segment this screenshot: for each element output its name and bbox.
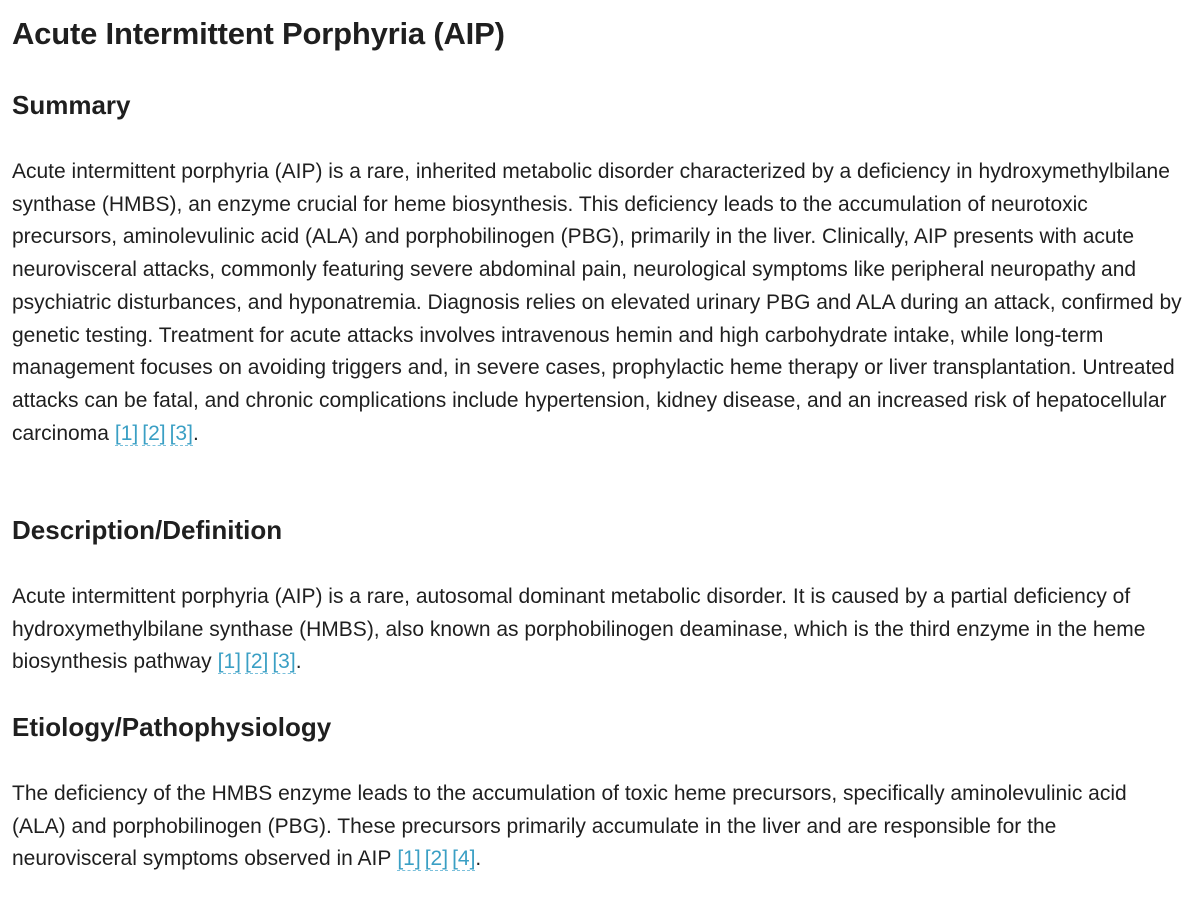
citation-link[interactable]: [4]	[452, 847, 476, 871]
citation-link[interactable]: [2]	[142, 421, 166, 445]
etiology-text: The deficiency of the HMBS enzyme leads to the accumulation of toxic heme precursors, specifically aminolevulinic acid (ALA) and porphobilinogen (PBG). These precursors primarily accumulate in the liver and are responsible for the neurovisceral symptoms observed in AIP	[12, 782, 1127, 871]
summary-text: Acute intermittent porphyria (AIP) is a rare, inherited metabolic disorder characterized by a deficiency in hydroxymethylbilane synthase (HMBS), an enzyme crucial for heme biosynthesis. This deficiency leads to the accumulation of neurotoxic precursors, aminolevulinic acid (ALA) and porphobilinogen (PBG), primarily in the liver. Clinically, AIP presents with acute neurovisceral attacks, commonly featuring severe abdominal pain, neurological symptoms like peripheral neuropathy and psychiatric disturbances, and hyponatremia. Diagnosis relies on elevated urinary PBG and ALA during an attack, confirmed by genetic testing. Treatment for acute attacks involves intravenous hemin and high carbohydrate intake, while long-term management focuses on avoiding triggers and, in severe cases, prophylactic heme therapy or liver transplantation. Untreated attacks can be fatal, and chronic complications include hypertension, kidney disease, and an increased risk of hepatocellular carcinoma	[12, 160, 1182, 445]
citation-link[interactable]: [1]	[397, 847, 421, 871]
etiology-end-punctuation: .	[475, 847, 482, 871]
description-text: Acute intermittent porphyria (AIP) is a rare, autosomal dominant metabolic disorder. It is caused by a partial deficiency of hydroxymethylbilane synthase (HMBS), also known as porphobilinogen deaminase, which is the third enzyme in the heme biosynthesis pathway	[12, 585, 1146, 674]
citation-link[interactable]: [3]	[272, 650, 296, 674]
etiology-heading: Etiology/Pathophysiology	[12, 712, 332, 742]
etiology-paragraph	[12, 778, 1184, 876]
page-title: Acute Intermittent Porphyria (AIP)	[12, 16, 505, 51]
description-paragraph	[12, 581, 1184, 679]
citation-link[interactable]: [2]	[244, 650, 269, 674]
summary-paragraph	[12, 156, 1184, 450]
description-heading: Description/Definition	[12, 515, 283, 545]
citation-link[interactable]: [3]	[169, 421, 193, 445]
summary-heading: Summary	[12, 90, 131, 120]
description-end-punctuation: .	[295, 650, 302, 674]
citation-link[interactable]: [2]	[424, 847, 449, 871]
citation-link[interactable]: [1]	[114, 421, 139, 445]
summary-end-punctuation: .	[192, 421, 199, 445]
citation-link[interactable]: [1]	[217, 650, 241, 674]
